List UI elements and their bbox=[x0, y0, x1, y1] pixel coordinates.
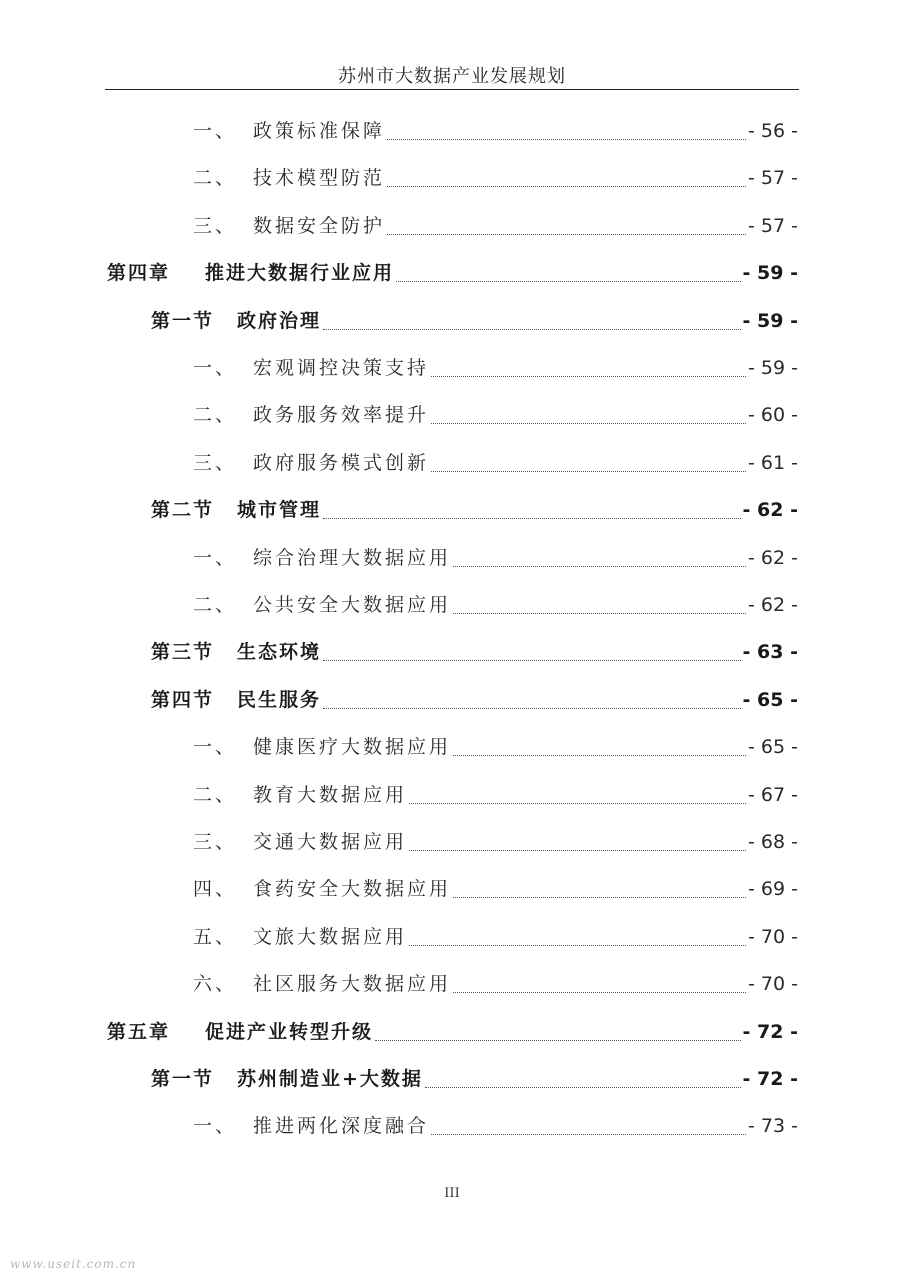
toc-entry-number: 二、 bbox=[193, 404, 238, 426]
toc-dot-leader bbox=[453, 566, 746, 567]
toc-entry-number: 二、 bbox=[193, 784, 238, 806]
toc-entry-number: 第二节 bbox=[151, 499, 215, 521]
toc-entry-item[interactable] bbox=[193, 922, 798, 952]
toc-entry-item[interactable] bbox=[193, 163, 798, 193]
page-number: III bbox=[444, 1186, 460, 1201]
toc-entry-page: - 62 - bbox=[748, 547, 798, 569]
toc-dot-leader bbox=[431, 1134, 746, 1135]
toc-entry-item[interactable] bbox=[193, 780, 798, 810]
toc-dot-leader bbox=[431, 423, 746, 424]
toc-entry-page: - 69 - bbox=[748, 878, 798, 900]
toc-entry-page: - 59 - bbox=[742, 310, 798, 332]
toc-entry-item[interactable] bbox=[193, 1111, 798, 1141]
toc-entry-title: 推进两化深度融合 bbox=[253, 1115, 430, 1137]
toc-entry-page: - 70 - bbox=[748, 973, 798, 995]
toc-dot-leader bbox=[431, 376, 746, 377]
toc-entry-title: 宏观调控决策支持 bbox=[253, 357, 430, 379]
toc-entry-number: 第四节 bbox=[151, 689, 215, 711]
toc-dot-leader bbox=[453, 992, 746, 993]
toc-entry-number: 三、 bbox=[193, 831, 238, 853]
toc-entry-number: 三、 bbox=[193, 215, 238, 237]
toc-entry-section[interactable] bbox=[151, 1064, 798, 1094]
toc-entry-page: - 73 - bbox=[748, 1115, 798, 1137]
toc-entry-page: - 65 - bbox=[748, 736, 798, 758]
toc-dot-leader bbox=[425, 1087, 741, 1088]
toc-dot-leader bbox=[323, 329, 741, 330]
toc-entry-number: 一、 bbox=[193, 547, 238, 569]
toc-entry-page: - 67 - bbox=[748, 784, 798, 806]
toc-entry-number: 五、 bbox=[193, 926, 238, 948]
toc-entry-item[interactable] bbox=[193, 874, 798, 904]
toc-dot-leader bbox=[453, 755, 746, 756]
toc-dot-leader bbox=[409, 803, 746, 804]
toc-entry-title: 苏州制造业+大数据 bbox=[237, 1068, 423, 1090]
toc-entry-page: - 65 - bbox=[742, 689, 798, 711]
toc-entry-chapter[interactable] bbox=[107, 258, 798, 288]
toc-dot-leader bbox=[323, 708, 741, 709]
toc-entry-number: 一、 bbox=[193, 1115, 238, 1137]
toc-entry-number: 一、 bbox=[193, 736, 238, 758]
toc-entry-page: - 56 - bbox=[748, 120, 798, 142]
toc-dot-leader bbox=[409, 850, 746, 851]
toc-entry-page: - 57 - bbox=[748, 167, 798, 189]
toc-entry-item[interactable] bbox=[193, 116, 798, 146]
toc-dot-leader bbox=[453, 613, 746, 614]
toc-entry-number: 四、 bbox=[193, 878, 238, 900]
toc-entry-title: 推进大数据行业应用 bbox=[205, 262, 395, 284]
toc-entry-title: 城市管理 bbox=[237, 499, 322, 521]
toc-entry-item[interactable] bbox=[193, 353, 798, 383]
toc-entry-page: - 70 - bbox=[748, 926, 798, 948]
toc-entry-chapter[interactable] bbox=[107, 1017, 798, 1047]
toc-entry-number: 二、 bbox=[193, 167, 238, 189]
toc-entry-item[interactable] bbox=[193, 732, 798, 762]
toc-dot-leader bbox=[453, 897, 746, 898]
toc-entry-title: 综合治理大数据应用 bbox=[253, 547, 452, 569]
toc-entry-title: 生态环境 bbox=[237, 641, 322, 663]
toc-entry-title: 数据安全防护 bbox=[253, 215, 386, 237]
toc-entry-page: - 72 - bbox=[742, 1068, 798, 1090]
toc-entry-item[interactable] bbox=[193, 448, 798, 478]
toc-entry-page: - 62 - bbox=[748, 594, 798, 616]
toc-entry-item[interactable] bbox=[193, 590, 798, 620]
toc-entry-title: 公共安全大数据应用 bbox=[253, 594, 452, 616]
toc-dot-leader bbox=[387, 186, 746, 187]
toc-entry-page: - 59 - bbox=[748, 357, 798, 379]
toc-dot-leader bbox=[323, 518, 741, 519]
toc-entry-page: - 62 - bbox=[742, 499, 798, 521]
toc-entry-page: - 60 - bbox=[748, 404, 798, 426]
toc-entry-item[interactable] bbox=[193, 400, 798, 430]
toc-entry-number: 一、 bbox=[193, 120, 238, 142]
toc-entry-number: 第一节 bbox=[151, 310, 215, 332]
toc-entry-number: 第一节 bbox=[151, 1068, 215, 1090]
toc-dot-leader bbox=[431, 471, 746, 472]
watermark: www.useit.com.cn bbox=[10, 1257, 137, 1271]
toc-entry-number: 第四章 bbox=[107, 262, 171, 284]
toc-entry-number: 一、 bbox=[193, 357, 238, 379]
toc-entry-title: 技术模型防范 bbox=[253, 167, 386, 189]
toc-entry-number: 二、 bbox=[193, 594, 238, 616]
toc-entry-title: 社区服务大数据应用 bbox=[253, 973, 452, 995]
toc-entry-page: - 68 - bbox=[748, 831, 798, 853]
toc-entry-number: 六、 bbox=[193, 973, 238, 995]
toc-entry-page: - 61 - bbox=[748, 452, 798, 474]
toc-dot-leader bbox=[409, 945, 746, 946]
toc-entry-title: 促进产业转型升级 bbox=[205, 1021, 374, 1043]
toc-entry-page: - 57 - bbox=[748, 215, 798, 237]
toc-entry-item[interactable] bbox=[193, 211, 798, 241]
toc-entry-page: - 72 - bbox=[742, 1021, 798, 1043]
toc-entry-title: 教育大数据应用 bbox=[253, 784, 408, 806]
toc-entry-item[interactable] bbox=[193, 827, 798, 857]
toc-entry-title: 民生服务 bbox=[237, 689, 322, 711]
toc-entry-number: 第三节 bbox=[151, 641, 215, 663]
toc-entry-item[interactable] bbox=[193, 969, 798, 999]
toc-entry-title: 交通大数据应用 bbox=[253, 831, 408, 853]
toc-entry-number: 第五章 bbox=[107, 1021, 171, 1043]
toc-entry-section[interactable] bbox=[151, 685, 798, 715]
toc-entry-title: 政府治理 bbox=[237, 310, 322, 332]
toc-entry-page: - 63 - bbox=[742, 641, 798, 663]
toc-entry-section[interactable] bbox=[151, 306, 798, 336]
toc-entry-section[interactable] bbox=[151, 637, 798, 667]
toc-dot-leader bbox=[387, 139, 746, 140]
toc-dot-leader bbox=[323, 660, 741, 661]
toc-entry-title: 健康医疗大数据应用 bbox=[253, 736, 452, 758]
toc-dot-leader bbox=[387, 234, 746, 235]
toc-entry-number: 三、 bbox=[193, 452, 238, 474]
toc-entry-title: 文旅大数据应用 bbox=[253, 926, 408, 948]
toc-entry-title: 政务服务效率提升 bbox=[253, 404, 430, 426]
toc-entry-section[interactable] bbox=[151, 495, 798, 525]
toc-entry-page: - 59 - bbox=[742, 262, 798, 284]
toc-dot-leader bbox=[375, 1040, 741, 1041]
toc-entry-title: 政府服务模式创新 bbox=[253, 452, 430, 474]
page-header-title: 苏州市大数据产业发展规划 bbox=[338, 66, 566, 87]
toc-entry-item[interactable] bbox=[193, 543, 798, 573]
toc-entry-title: 政策标准保障 bbox=[253, 120, 386, 142]
toc-entry-title: 食药安全大数据应用 bbox=[253, 878, 452, 900]
toc-dot-leader bbox=[396, 281, 741, 282]
